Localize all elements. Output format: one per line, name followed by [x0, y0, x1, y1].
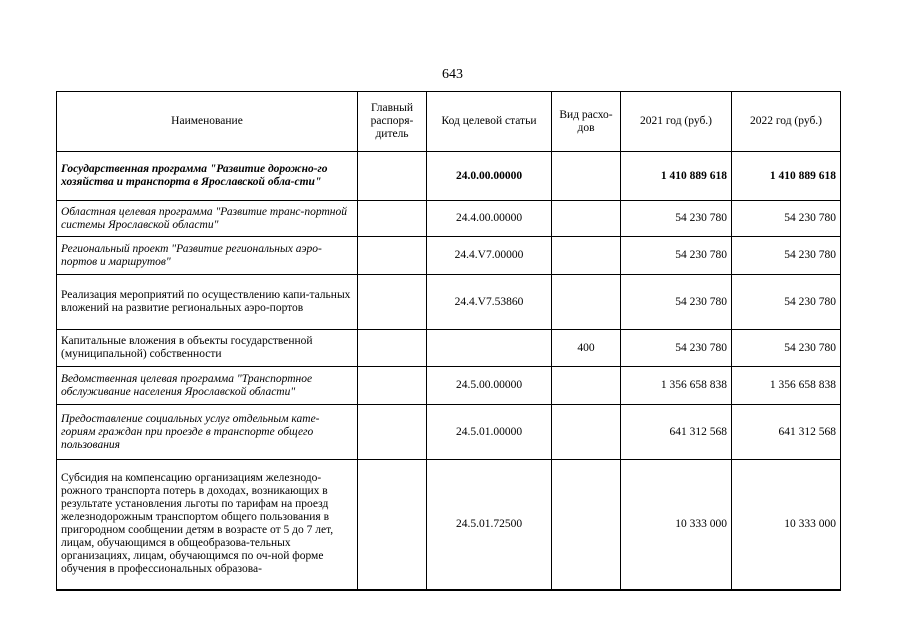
- budget-table: [56, 91, 841, 591]
- row-2021: 54 230 780: [621, 237, 732, 275]
- row-manager: [358, 275, 427, 330]
- row-kind: [552, 275, 621, 330]
- row-kind: 400: [552, 330, 621, 367]
- row-manager: [358, 201, 427, 237]
- row-name: Капитальные вложения в объекты государственной (муниципальной) собственности: [57, 330, 358, 367]
- row-name: Региональный проект "Развитие региональных аэро-портов и маршрутов": [57, 237, 358, 275]
- table-row: [57, 367, 841, 405]
- table-row: [57, 330, 841, 367]
- row-2022: 54 230 780: [732, 275, 841, 330]
- row-name: Ведомственная целевая программа "Транспортное обслуживание населения Ярославской области": [57, 367, 358, 405]
- row-2022: 1 356 658 838: [732, 367, 841, 405]
- row-manager: [358, 330, 427, 367]
- row-name: Государственная программа "Развитие дорожно-го хозяйства и транспорта в Ярославской обла-сти": [57, 152, 358, 201]
- row-2022: 1 410 889 618: [732, 152, 841, 201]
- row-kind: [552, 152, 621, 201]
- row-2022: 54 230 780: [732, 237, 841, 275]
- page-number: 643: [442, 67, 463, 82]
- row-kind: [552, 237, 621, 275]
- header-2021: 2021 год (руб.): [621, 92, 732, 152]
- row-2021: 1 410 889 618: [621, 152, 732, 201]
- row-code: 24.5.00.00000: [427, 367, 552, 405]
- row-kind: [552, 201, 621, 237]
- row-manager: [358, 367, 427, 405]
- row-2021: 1 356 658 838: [621, 367, 732, 405]
- row-code: 24.5.01.00000: [427, 405, 552, 460]
- table-row: [57, 275, 841, 330]
- row-name: Предоставление социальных услуг отдельным кате-гориям граждан при проезде в транспорте общего пользования: [57, 405, 358, 460]
- row-code: [427, 330, 552, 367]
- row-code: 24.4.V7.00000: [427, 237, 552, 275]
- row-manager: [358, 405, 427, 460]
- row-code: 24.4.V7.53860: [427, 275, 552, 330]
- row-kind: [552, 460, 621, 590]
- table-row: [57, 201, 841, 237]
- row-2021: 10 333 000: [621, 460, 732, 590]
- row-2022: 10 333 000: [732, 460, 841, 590]
- row-code: 24.0.00.00000: [427, 152, 552, 201]
- header-kind: Вид расхо-дов: [552, 92, 621, 152]
- row-manager: [358, 237, 427, 275]
- row-kind: [552, 405, 621, 460]
- row-name: Субсидия на компенсацию организациям железнодо-рожного транспорта потерь в доходах, возникающих в результате установления льготы по тарифам на проезд железнодорожным транспортом общего пользования в пригородном сообщении детям в возрасте от 5 до 7 лет, лицам, обучающимся в общеобразова-тельных организациях, лицам, обучающимся по оч-ной форме обучения в профессиональных образова-: [57, 460, 358, 590]
- table-row: [57, 237, 841, 275]
- row-2021: 54 230 780: [621, 275, 732, 330]
- row-2021: 54 230 780: [621, 201, 732, 237]
- row-2022: 641 312 568: [732, 405, 841, 460]
- table-row: [57, 460, 841, 590]
- row-2022: 54 230 780: [732, 330, 841, 367]
- row-code: 24.4.00.00000: [427, 201, 552, 237]
- row-code: 24.5.01.72500: [427, 460, 552, 590]
- row-manager: [358, 460, 427, 590]
- row-kind: [552, 367, 621, 405]
- table-row: [57, 405, 841, 460]
- row-manager: [358, 152, 427, 201]
- row-2022: 54 230 780: [732, 201, 841, 237]
- row-name: Областная целевая программа "Развитие транс-портной системы Ярославской области": [57, 201, 358, 237]
- table-header-row: [57, 92, 841, 152]
- row-2021: 54 230 780: [621, 330, 732, 367]
- header-2022: 2022 год (руб.): [732, 92, 841, 152]
- header-manager: Главный распоря-дитель: [358, 92, 427, 152]
- header-name: Наименование: [57, 92, 358, 152]
- table-row: [57, 152, 841, 201]
- row-name: Реализация мероприятий по осуществлению капи-тальных вложений на развитие региональных аэро-портов: [57, 275, 358, 330]
- header-code: Код целевой статьи: [427, 92, 552, 152]
- row-2021: 641 312 568: [621, 405, 732, 460]
